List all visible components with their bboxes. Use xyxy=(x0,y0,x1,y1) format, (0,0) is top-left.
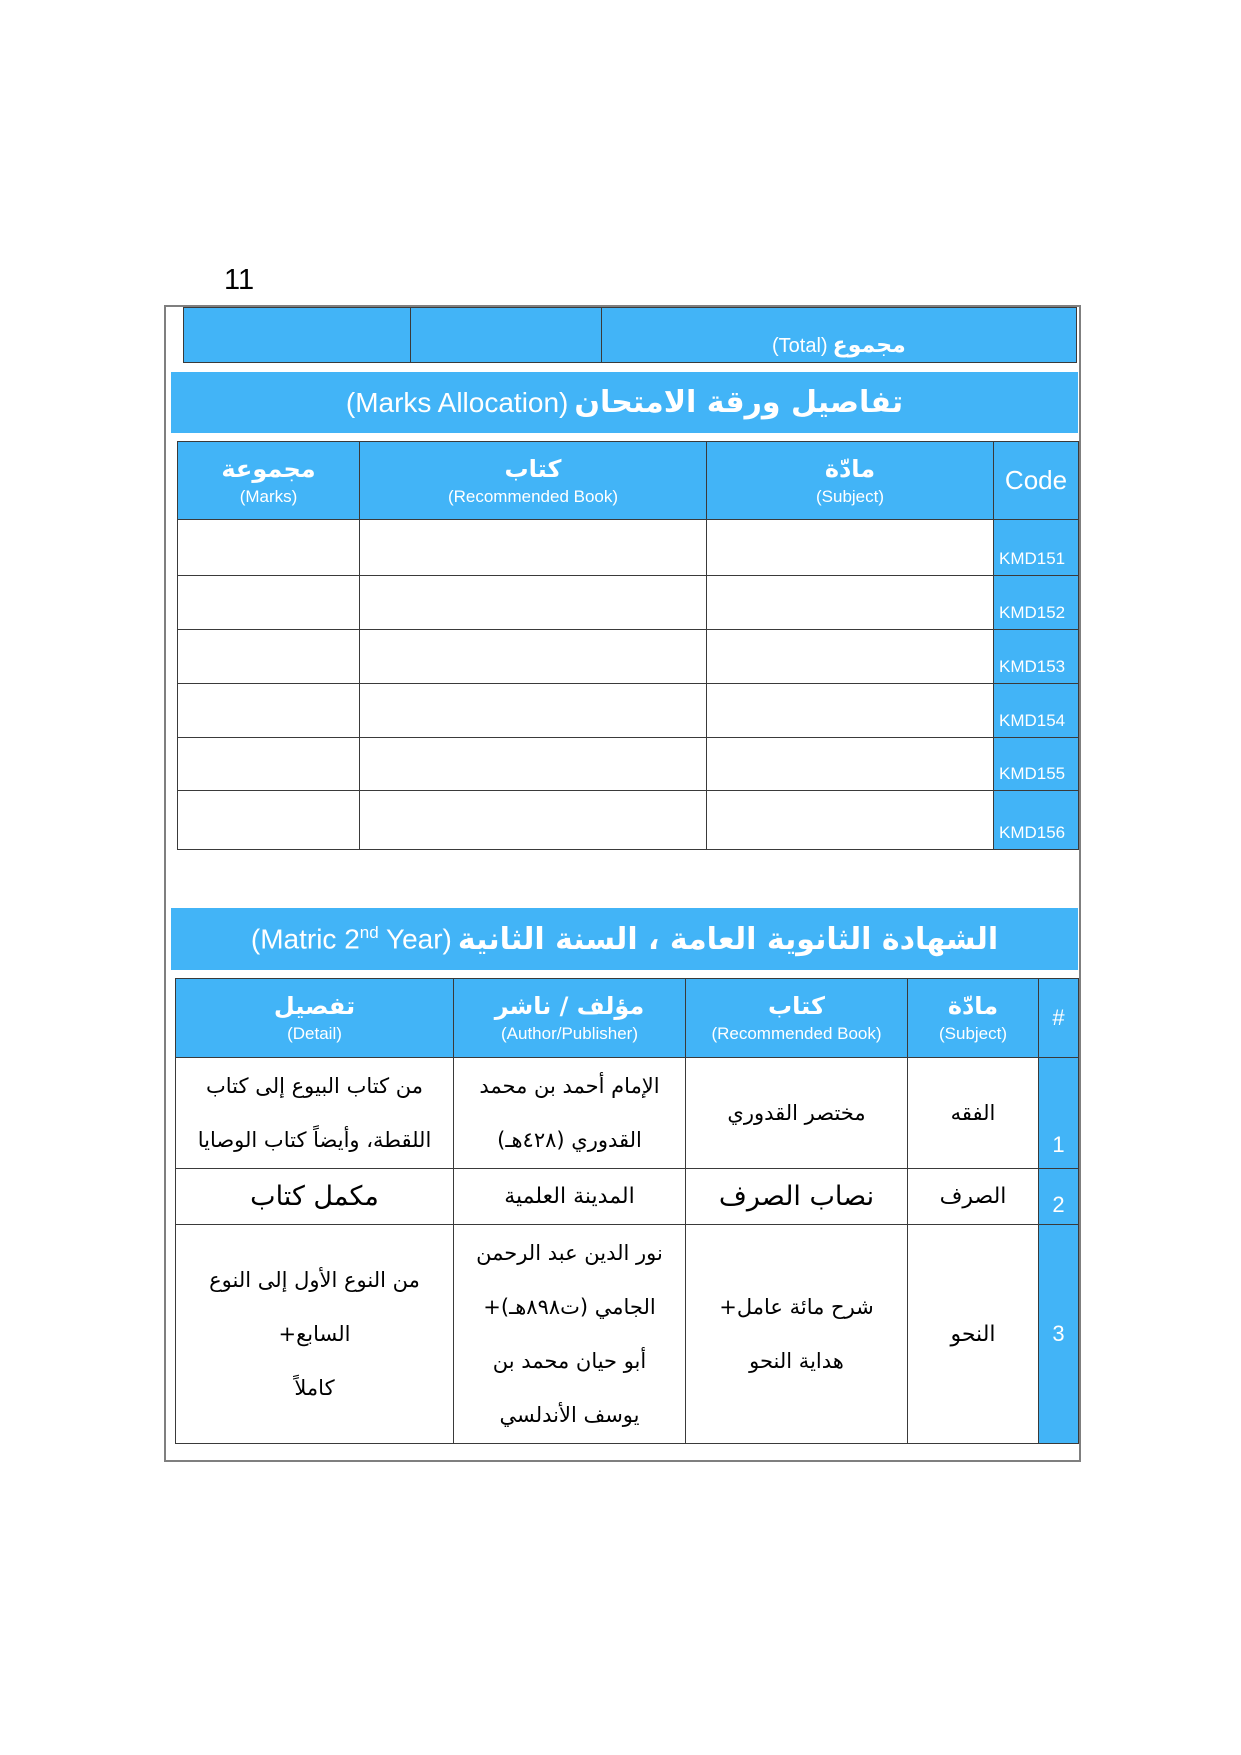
book-cell: مختصر القدوري xyxy=(686,1058,908,1169)
detail-row xyxy=(176,1169,1079,1225)
detail-cell: مكمل كتاب xyxy=(176,1169,454,1225)
book-cell xyxy=(360,738,707,791)
total-label-ar: مجموع xyxy=(832,333,906,358)
book-cell xyxy=(360,576,707,630)
code-cell: KMD153 xyxy=(994,630,1079,684)
total-label-en: (Total) xyxy=(772,335,828,357)
code-cell: KMD156 xyxy=(994,791,1079,850)
row-number: 3 xyxy=(1039,1225,1079,1444)
book-cell xyxy=(360,630,707,684)
subject-cell: النحو xyxy=(908,1225,1039,1444)
header-marks: مجموعة (Marks) xyxy=(178,442,360,520)
matric-banner-ar: الشهادة الثانوية العامة ، السنة الثانية xyxy=(457,921,999,957)
subject-cell xyxy=(707,576,994,630)
subject-cell xyxy=(707,791,994,850)
author-cell: الإمام أحمد بن محمد القدوري (٤٢٨هـ) xyxy=(454,1058,686,1169)
total-table xyxy=(183,307,1077,363)
subject-cell xyxy=(707,738,994,791)
author-cell: المدينة العلمية xyxy=(454,1169,686,1225)
subject-cell: الصرف xyxy=(908,1169,1039,1225)
book-cell: شرح مائة عامل+ هداية النحو xyxy=(686,1225,908,1444)
total-cell-2 xyxy=(411,308,602,363)
marks-cell xyxy=(178,630,360,684)
book-cell xyxy=(360,520,707,576)
marks-cell xyxy=(178,576,360,630)
header-subject: مادّة (Subject) xyxy=(707,442,994,520)
book-cell: نصاب الصرف xyxy=(686,1169,908,1225)
header-subject: مادّة (Subject) xyxy=(908,979,1039,1058)
detail-header-row xyxy=(176,979,1079,1058)
marks-banner-en: (Marks Allocation) xyxy=(345,386,569,418)
marks-row xyxy=(178,791,1079,850)
total-cell-1 xyxy=(184,308,411,363)
code-cell: KMD154 xyxy=(994,684,1079,738)
book-cell xyxy=(360,791,707,850)
subject-cell xyxy=(707,684,994,738)
author-cell: نور الدين عبد الرحمن الجامي (ت٨٩٨هـ)+ أبو حيان محمد بن يوسف الأندلسي xyxy=(454,1225,686,1444)
subject-cell: الفقه xyxy=(908,1058,1039,1169)
book-cell xyxy=(360,684,707,738)
matric-banner xyxy=(171,908,1078,970)
header-author-publisher: مؤلف / ناشر (Author/Publisher) xyxy=(454,979,686,1058)
marks-header-row xyxy=(178,442,1079,520)
marks-row xyxy=(178,630,1079,684)
row-number: 2 xyxy=(1039,1169,1079,1225)
header-code: Code xyxy=(994,442,1079,520)
code-cell: KMD151 xyxy=(994,520,1079,576)
header-number: # xyxy=(1039,979,1079,1058)
header-recommended-book: كتاب (Recommended Book) xyxy=(686,979,908,1058)
row-number: 1 xyxy=(1039,1058,1079,1169)
code-cell: KMD155 xyxy=(994,738,1079,791)
detail-table xyxy=(175,978,1079,1444)
matric-banner-en: (Matric 2nd Year) xyxy=(250,922,452,955)
header-recommended-book: كتاب (Recommended Book) xyxy=(360,442,707,520)
subject-cell xyxy=(707,520,994,576)
marks-table xyxy=(177,441,1079,850)
detail-cell: من النوع الأول إلى النوع السابع+ كاملاً xyxy=(176,1225,454,1444)
marks-cell xyxy=(178,738,360,791)
page-number: 11 xyxy=(224,264,255,296)
marks-row xyxy=(178,576,1079,630)
marks-banner-ar: تفاصيل ورقة الامتحان xyxy=(574,385,904,420)
detail-cell: من كتاب البيوع إلى كتاب اللقطة، وأيضاً كتاب الوصايا xyxy=(176,1058,454,1169)
marks-cell xyxy=(178,791,360,850)
marks-cell xyxy=(178,520,360,576)
total-label-cell xyxy=(602,308,1077,363)
subject-cell xyxy=(707,630,994,684)
marks-row xyxy=(178,684,1079,738)
marks-row xyxy=(178,738,1079,791)
marks-cell xyxy=(178,684,360,738)
marks-row xyxy=(178,520,1079,576)
detail-row xyxy=(176,1225,1079,1444)
header-detail: تفصيل (Detail) xyxy=(176,979,454,1058)
detail-row xyxy=(176,1058,1079,1169)
code-cell: KMD152 xyxy=(994,576,1079,630)
marks-allocation-banner xyxy=(171,372,1078,433)
